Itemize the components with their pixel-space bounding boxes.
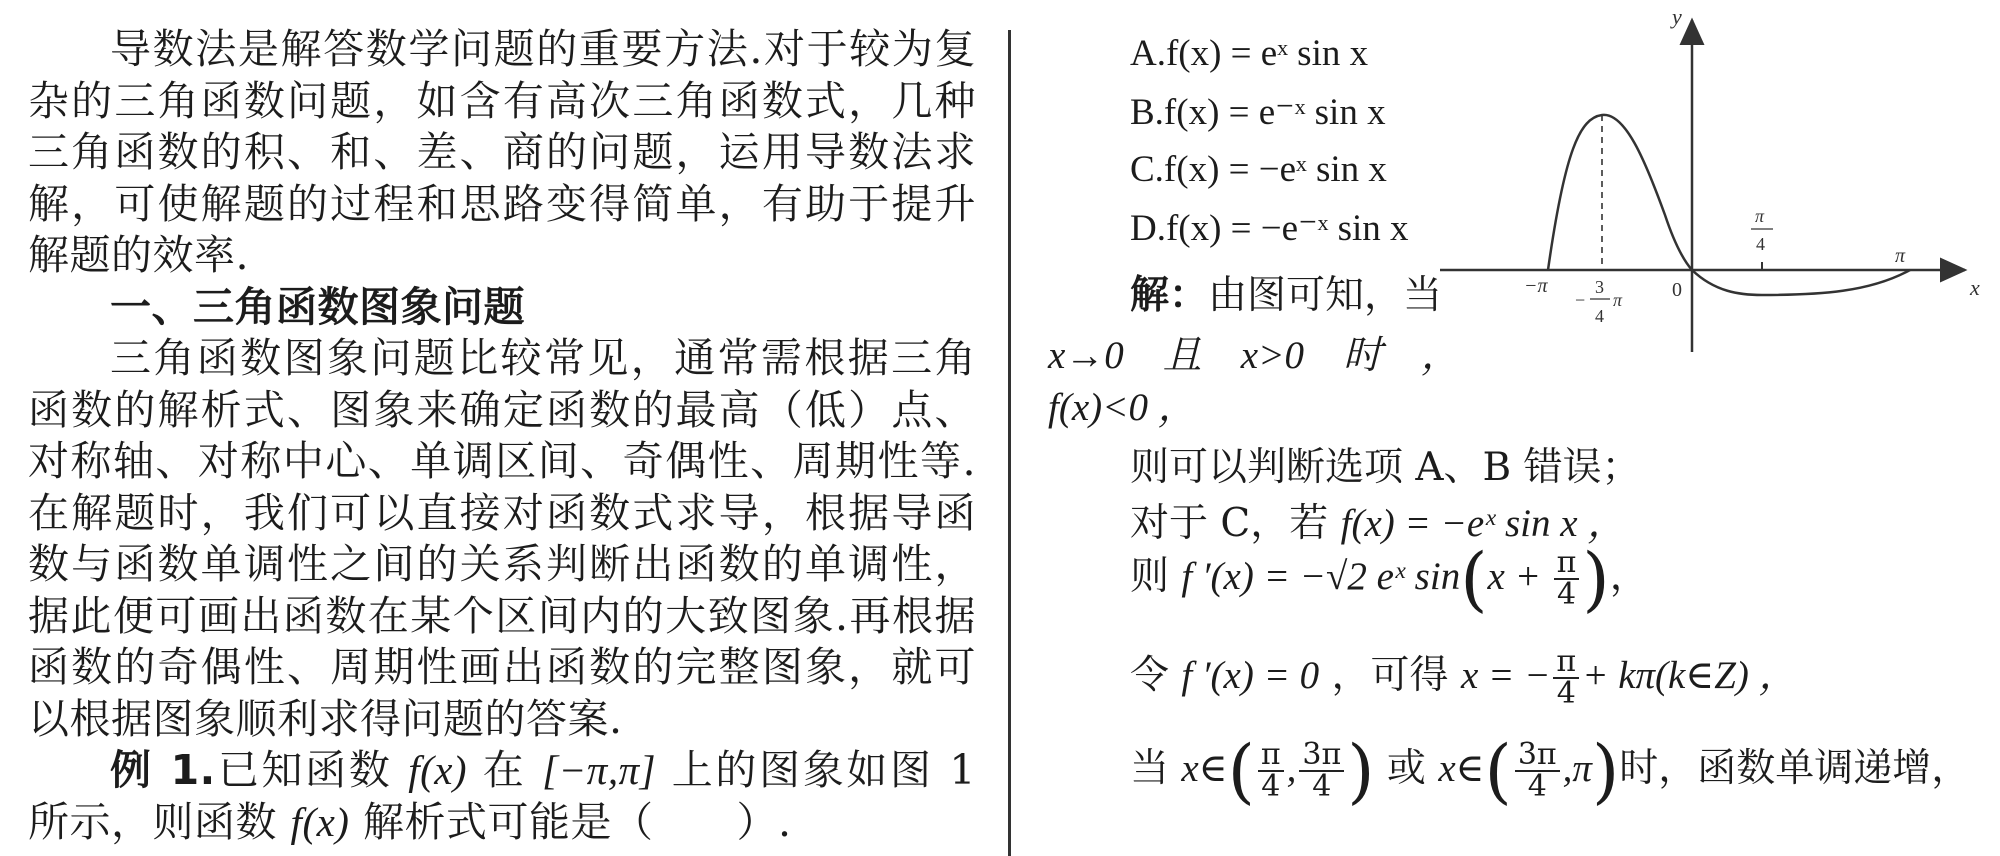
formula: x = − xyxy=(1460,654,1551,697)
fraction: $\frac{\pi}{4}$ xyxy=(1258,740,1284,802)
formula: f ′(x) = 0 xyxy=(1181,654,1320,697)
function-graph xyxy=(1440,0,2000,360)
example-text: 上的图象如图 1 所示，则函数 xyxy=(28,746,976,846)
solution-text: 则 xyxy=(1130,554,1170,599)
fraction: $\frac{\pi}{4}$ xyxy=(1553,647,1579,709)
fraction: $\frac{3\pi}{4}$ xyxy=(1515,740,1560,802)
option-b: B.f(x) = e⁻ˣ sin x xyxy=(1130,92,1386,133)
option-d: D.f(x) = −e⁻ˣ sin x xyxy=(1130,208,1409,249)
solution-line-6 xyxy=(1130,538,1649,620)
fraction: $\frac{\pi}{4}$ xyxy=(1554,548,1580,610)
formula: x + xyxy=(1487,555,1551,598)
left-column xyxy=(28,24,976,848)
example-1 xyxy=(28,745,976,848)
solution-line-4: 则可以判断选项 A、B 错误； xyxy=(1130,445,1641,490)
solution-line-5 xyxy=(1130,492,1626,548)
left-paren: ( xyxy=(1227,730,1255,812)
function-symbol: f(x) xyxy=(290,798,350,845)
solution-label: 解： xyxy=(1130,273,1209,318)
formula: x∈ xyxy=(1438,747,1485,790)
left-paren: ( xyxy=(1460,538,1488,620)
intro-paragraph: 导数法是解答数学问题的重要方法.对于较为复杂的三角函数问题，如含有高次三角函数式，几种三角函数的积、和、差、商的问题，运用导数法求解，可使解题的过程和思路变得简单，有助于提升解题的效率. xyxy=(28,25,976,279)
y-label: y xyxy=(1672,4,1682,29)
solution-text: 由图可知，当 xyxy=(1208,273,1443,318)
solution-line-2: x→0 且 x>0 时 ， xyxy=(1048,334,1460,377)
formula: x∈ xyxy=(1181,747,1228,790)
formula: f(x) = −eˣ sin x ， xyxy=(1340,502,1627,545)
solution-line-8 xyxy=(1130,730,1971,812)
formula: + kπ(k∈Z) ， xyxy=(1582,654,1798,697)
solution-line-1 xyxy=(1130,264,1442,320)
pi-over-4-num: π xyxy=(1755,206,1765,226)
option-c: C.f(x) = −eˣ sin x xyxy=(1130,149,1387,190)
solution-text: 令 xyxy=(1130,653,1170,698)
neg-three-quarter-pi-prefix: − xyxy=(1575,290,1586,310)
right-paren: ) xyxy=(1347,730,1375,812)
example-text: 已知函数 xyxy=(215,746,393,794)
pi-label: π xyxy=(1895,245,1906,267)
pi-over-4-den: 4 xyxy=(1756,234,1765,254)
left-paren: ( xyxy=(1484,730,1512,812)
neg-three-quarter-pi-den: 4 xyxy=(1595,306,1604,326)
separator: ,π xyxy=(1562,747,1592,790)
x-label: x xyxy=(1970,275,1980,300)
interval: [−π,π] xyxy=(542,747,657,793)
neg-three-quarter-pi-num: 3 xyxy=(1595,277,1604,297)
solution-text: ， xyxy=(1609,554,1649,599)
fraction: $\frac{3\pi}{4}$ xyxy=(1299,740,1344,802)
solution-text: 或 xyxy=(1386,746,1426,791)
separator: , xyxy=(1286,747,1297,790)
option-a: A.f(x) = eˣ sin x xyxy=(1130,33,1369,74)
origin-label: 0 xyxy=(1672,279,1682,301)
solution-text: 当 xyxy=(1130,746,1170,791)
column-divider xyxy=(1008,30,1011,856)
example-text: 解析式可能是（ ）. xyxy=(363,797,792,846)
function-symbol: f(x) xyxy=(408,747,468,793)
formula: f ′(x) = −√2 eˣ sin xyxy=(1181,555,1461,598)
solution-text: 时，函数单调递增， xyxy=(1619,746,1971,791)
example-text: 在 xyxy=(482,746,527,794)
solution-line-7 xyxy=(1130,644,1798,709)
solution-text: 对于 C，若 xyxy=(1130,501,1329,546)
right-paren: ) xyxy=(1591,730,1620,812)
neg-pi-label: −π xyxy=(1524,275,1548,297)
neg-three-quarter-pi-suffix: π xyxy=(1613,290,1623,310)
body-paragraph: 三角函数图象问题比较常见，通常需根据三角函数的解析式、图象来确定函数的最高（低）点、对称轴、对称中心、单调区间、奇偶性、周期性等.在解题时，我们可以直接对函数式求导，根据导函数与函数单调性之间的关系判断出函数的单调性，据此便可画出函数在某个区间内的大致图象.再根据函数的奇偶性、周期性画出函数的完整图象，就可以根据图象顺利求得问题的答案. xyxy=(28,334,976,743)
solution-line-3: f(x)<0 ， xyxy=(1048,386,1197,429)
right-paren: ) xyxy=(1582,538,1610,620)
solution-text: ，可得 xyxy=(1331,653,1449,698)
section-heading: 一、三角函数图象问题 xyxy=(110,282,525,331)
example-label: 例 1. xyxy=(110,746,216,794)
